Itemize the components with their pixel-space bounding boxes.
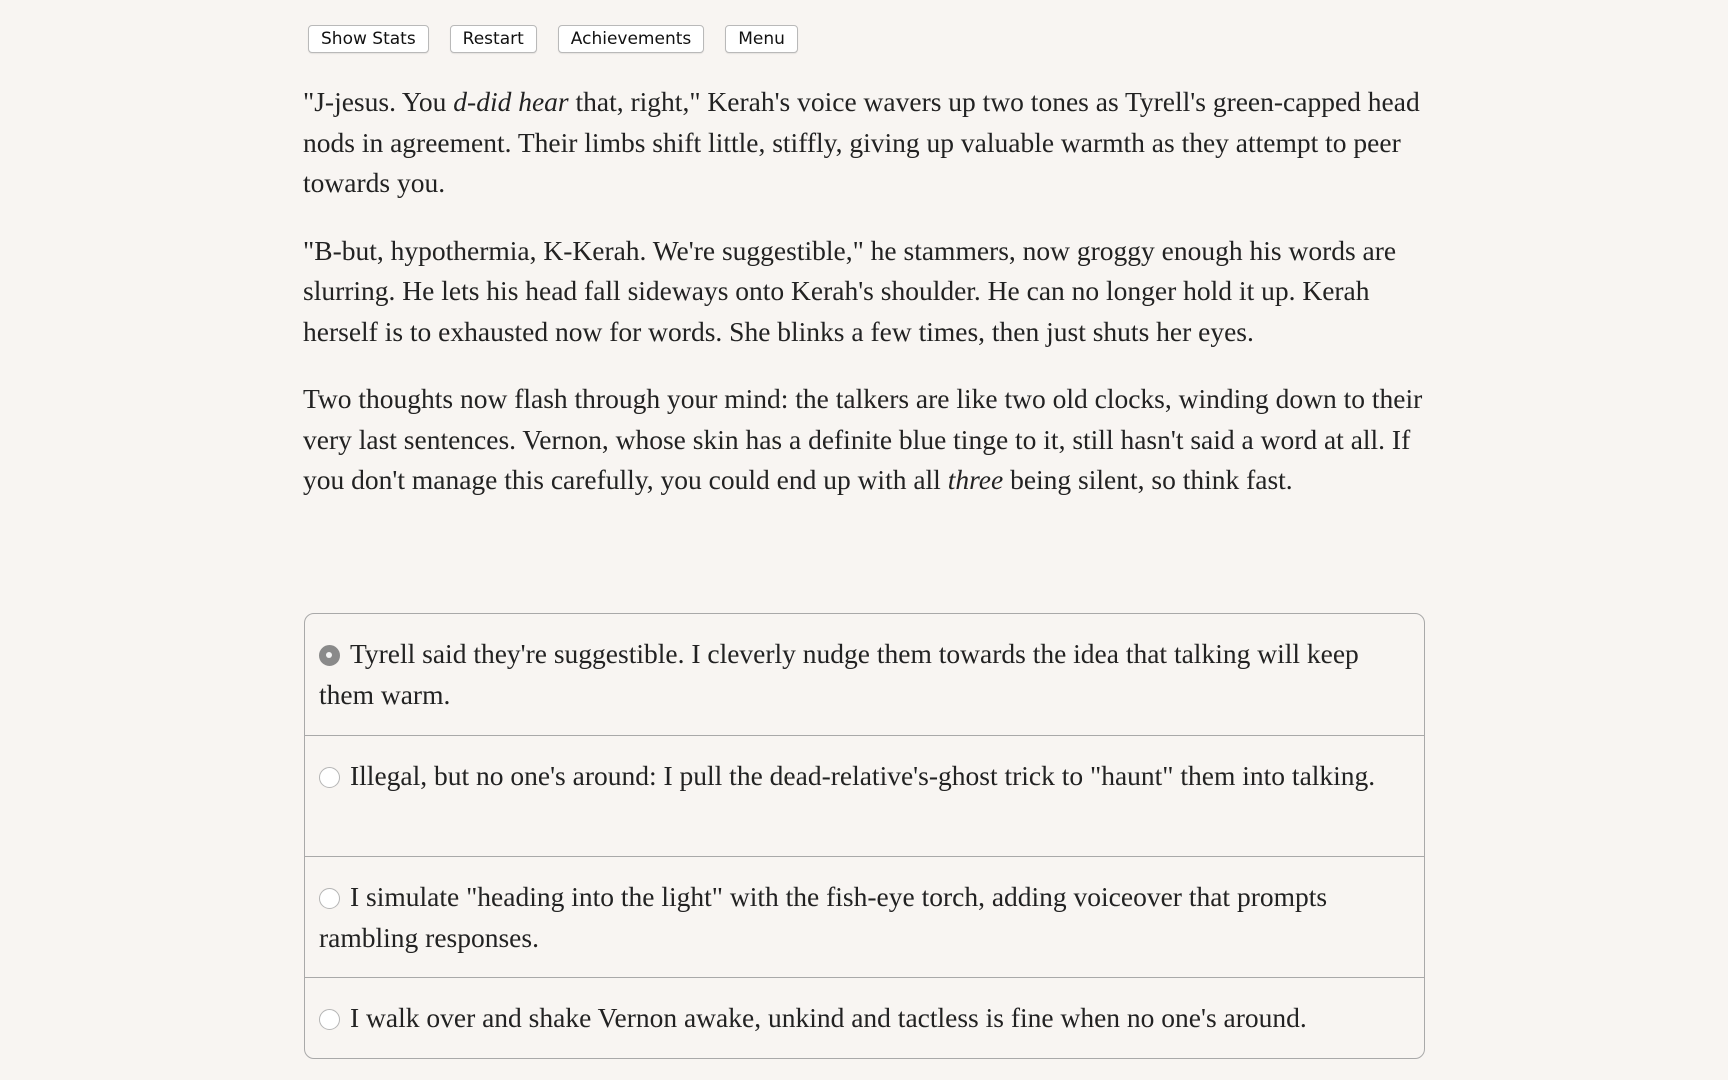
- radio-button-icon[interactable]: [319, 1009, 340, 1030]
- choice-option-3[interactable]: [305, 856, 1424, 977]
- choice-option-1[interactable]: [305, 614, 1424, 735]
- choice-option-4[interactable]: [305, 977, 1424, 1058]
- radio-button-icon[interactable]: [319, 767, 340, 788]
- radio-button-icon[interactable]: [319, 645, 340, 666]
- choice-option-2[interactable]: [305, 735, 1424, 856]
- story-p3-text-b: being silent, so think fast.: [1003, 464, 1293, 495]
- achievements-button[interactable]: Achievements: [558, 25, 704, 53]
- choice-list: [304, 613, 1425, 1059]
- story-p3-text-a: Two thoughts now flash through your mind: the talkers are like two old clocks, winding down to their very last sentences. Vernon, whose skin has a definite blue tinge to it, still hasn't said a word at all. If you don't manage this carefully, you could end up with all: [303, 383, 1423, 495]
- story-p3-emphasis: three: [947, 464, 1004, 495]
- choice-label: Tyrell said they're suggestible. I cleverly nudge them towards the idea that talking will keep them warm.: [319, 638, 1359, 710]
- story-p1-text-b: that, right," Kerah's voice wavers up two tones as Tyrell's green-capped head nods in agreement. Their limbs shift little, stiffly, giving up valuable warmth as they attempt to peer towards you.: [303, 86, 1420, 198]
- menu-button[interactable]: Menu: [725, 25, 798, 53]
- show-stats-button[interactable]: Show Stats: [308, 25, 429, 53]
- choice-label: I simulate "heading into the light" with the fish-eye torch, adding voiceover that prompts rambling responses.: [319, 881, 1328, 953]
- story-paragraph-1: [303, 82, 1428, 204]
- restart-button[interactable]: Restart: [450, 25, 537, 53]
- story-text: [303, 82, 1428, 528]
- choice-label: Illegal, but no one's around: I pull the dead-relative's-ghost trick to "haunt" them into talking.: [350, 760, 1376, 791]
- radio-button-icon[interactable]: [319, 888, 340, 909]
- choice-label: I walk over and shake Vernon awake, unkind and tactless is fine when no one's around.: [350, 1002, 1307, 1033]
- story-paragraph-2: "B-but, hypothermia, K-Kerah. We're suggestible," he stammers, now groggy enough his words are slurring. He lets his head fall sideways onto Kerah's shoulder. He can no longer hold it up. Kerah herself is to exhausted now for words. She blinks a few times, then just shuts her eyes.: [303, 234, 1397, 347]
- story-p1-emphasis: d-did hear: [453, 86, 569, 117]
- story-p1-text-a: "J-jesus. You: [303, 86, 454, 117]
- story-paragraph-3: [303, 379, 1428, 501]
- toolbar: [308, 25, 819, 53]
